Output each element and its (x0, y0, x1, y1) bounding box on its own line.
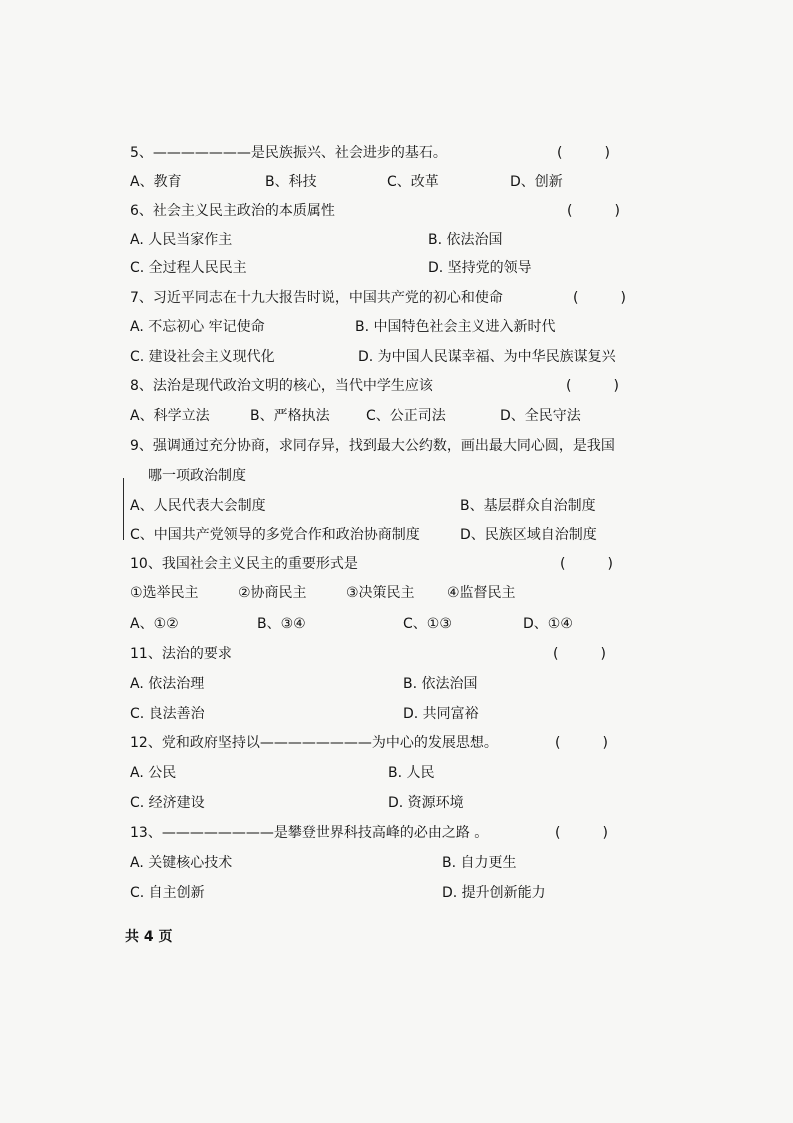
option-d: D. 资源环境 (388, 795, 464, 811)
option-c: C、改革 (387, 174, 439, 190)
option-d: D、民族区域自治制度 (460, 527, 597, 543)
option-a: A、①② (130, 616, 179, 632)
option-a: A. 人民当家作主 (130, 232, 233, 248)
options-row (0, 609, 793, 639)
option-d: D、全民守法 (500, 408, 581, 424)
option-c: C. 经济建设 (130, 795, 205, 811)
answer-blank: ( ) (573, 290, 626, 306)
option-c: C. 建设社会主义现代化 (130, 349, 275, 365)
option-c: C. 全过程人民民主 (130, 260, 247, 276)
option-c: C、公正司法 (366, 408, 446, 424)
option-b: B. 依法治国 (403, 676, 478, 692)
page-count: 共 4 页 (125, 929, 173, 945)
question-text: 13、————————是攀登世界科技高峰的必由之路 。 (130, 825, 489, 841)
answer-blank: ( ) (566, 378, 619, 394)
question-text: 7、习近平同志在十九大报告时说，中国共产党的初心和使命 (130, 290, 503, 306)
option-d: D. 坚持党的领导 (428, 260, 532, 276)
option-a: A. 不忘初心 牢记使命 (130, 319, 265, 335)
option-d: D. 提升创新能力 (442, 885, 546, 901)
answer-blank: ( ) (557, 145, 610, 161)
options-row (0, 491, 793, 521)
option-d: D. 共同富裕 (403, 706, 479, 722)
answer-blank: ( ) (567, 203, 620, 219)
question-text: 8、法治是现代政治文明的核心，当代中学生应该 (130, 378, 433, 394)
option-a: A. 依法治理 (130, 676, 205, 692)
question-text: 5、———————是民族振兴、社会进步的基石。 (130, 145, 447, 161)
question-stem (0, 283, 793, 313)
question-stem (0, 196, 793, 226)
question-text: 6、社会主义民主政治的本质属性 (130, 203, 335, 219)
options-row (0, 520, 793, 550)
option-c: C、中国共产党领导的多党合作和政治协商制度 (130, 527, 420, 543)
question-stem (0, 431, 793, 461)
options-row (0, 878, 793, 908)
option-d: D、创新 (510, 174, 563, 190)
question-text: 10、我国社会主义民主的重要形式是 (130, 556, 358, 572)
option-b: B. 依法治国 (428, 232, 503, 248)
question-stem (0, 371, 793, 401)
option-b: B. 人民 (388, 765, 435, 781)
option-a: A、教育 (130, 174, 182, 190)
options-row (0, 758, 793, 788)
sub-option-3: ③决策民主 (346, 585, 415, 601)
option-b: B. 中国特色社会主义进入新时代 (355, 319, 556, 335)
option-c: C、①③ (403, 616, 452, 632)
options-row (0, 312, 793, 342)
options-row (0, 788, 793, 818)
answer-blank: ( ) (560, 556, 613, 572)
options-row (0, 669, 793, 699)
option-d: D. 为中国人民谋幸福、为中华民族谋复兴 (358, 349, 616, 365)
options-row (0, 848, 793, 878)
option-a: A、人民代表大会制度 (130, 498, 266, 514)
option-d: D、①④ (523, 616, 573, 632)
answer-blank: ( ) (553, 646, 606, 662)
question-text: 11、法治的要求 (130, 646, 232, 662)
options-row (0, 401, 793, 431)
option-b: B、基层群众自治制度 (460, 498, 596, 514)
question-stem (0, 639, 793, 669)
options-row (0, 253, 793, 283)
option-a: A. 公民 (130, 765, 177, 781)
sub-option-1: ①选举民主 (130, 585, 199, 601)
option-a: A、科学立法 (130, 408, 210, 424)
option-c: C. 良法善治 (130, 706, 205, 722)
question-text: 12、党和政府坚持以————————为中心的发展思想。 (130, 735, 498, 751)
option-a: A. 关键核心技术 (130, 855, 233, 871)
sub-option-2: ②协商民主 (238, 585, 307, 601)
question-stem-continued (0, 461, 793, 491)
question-stem (0, 818, 793, 848)
question-text-continued: 哪一项政治制度 (148, 468, 246, 484)
answer-blank: ( ) (555, 825, 608, 841)
option-b: B. 自力更生 (442, 855, 517, 871)
question-stem (0, 728, 793, 758)
sub-option-4: ④监督民主 (447, 585, 516, 601)
question-text: 9、强调通过充分协商，求同存异，找到最大公约数，画出最大同心圆，是我国 (130, 438, 615, 454)
options-row (0, 342, 793, 372)
answer-blank: ( ) (555, 735, 608, 751)
options-row (0, 167, 793, 197)
option-b: B、③④ (257, 616, 306, 632)
sub-options-row (0, 578, 793, 608)
question-stem (0, 138, 793, 168)
question-stem (0, 549, 793, 579)
option-b: B、严格执法 (250, 408, 330, 424)
options-row (0, 225, 793, 255)
option-c: C. 自主创新 (130, 885, 205, 901)
option-b: B、科技 (265, 174, 317, 190)
options-row (0, 699, 793, 729)
